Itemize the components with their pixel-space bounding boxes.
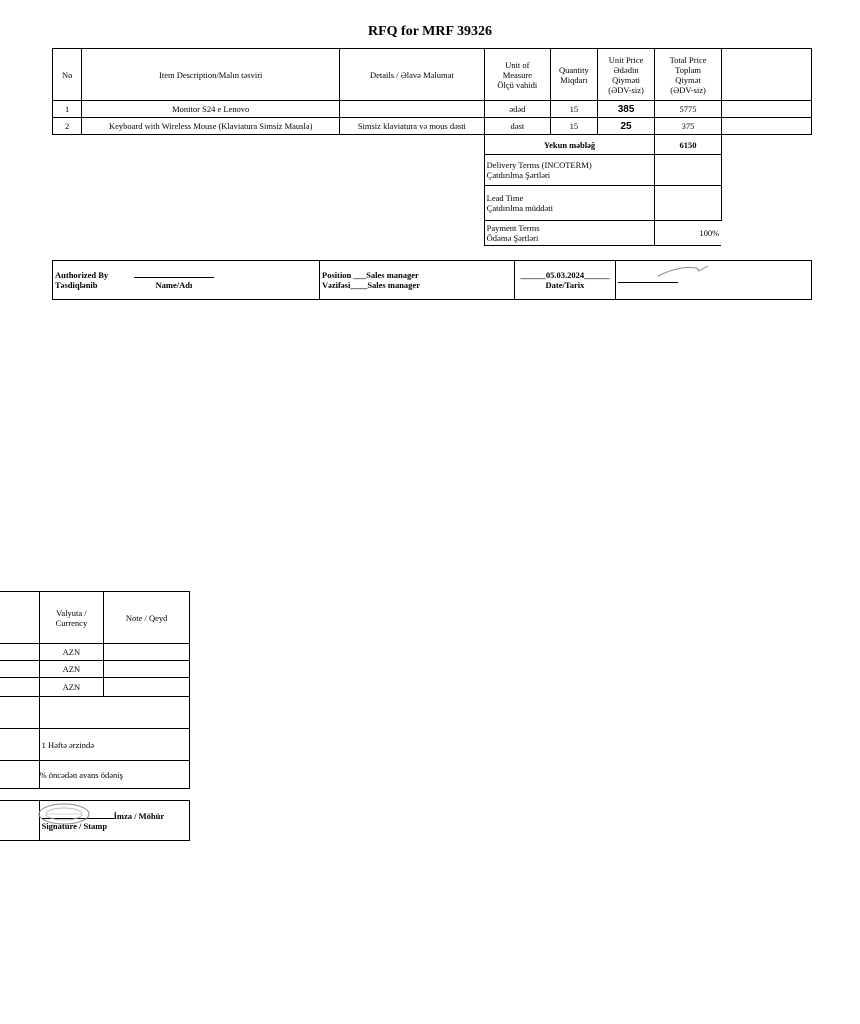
table-row: AZN bbox=[0, 661, 190, 678]
signature-cell bbox=[616, 261, 812, 300]
header-qty: Quantity Miqdarı bbox=[551, 49, 598, 101]
signature-row-wrapper bbox=[52, 260, 668, 304]
continuation-wrapper bbox=[39, 590, 190, 850]
delivery-terms-row bbox=[53, 155, 812, 186]
header-currency bbox=[721, 49, 811, 101]
position-cell: Position ___Sales manager Vəzifəsi____Sales manager bbox=[320, 261, 515, 300]
table-row: 1 Monitor S24 e Lenovo ədəd 15 385 5775 bbox=[53, 101, 812, 118]
table-header-row bbox=[53, 49, 812, 101]
table-row: AZN bbox=[0, 678, 190, 697]
delivery-terms-label: Delivery Terms (INCOTERM) Çatdırılma Şərtləri bbox=[484, 155, 655, 186]
header-item: Item Description/Malın təsviri bbox=[82, 49, 340, 101]
stamp-cell: İmza / Möhür Signature / Stamp bbox=[39, 801, 189, 841]
lead-time-value: 1 Həftə ərzində bbox=[39, 729, 189, 761]
payment-value-cont: % öncədən avans ödəniş bbox=[39, 761, 189, 789]
payment-terms-label: Payment Terms Ödəmə Şərtləri bbox=[484, 221, 655, 246]
header-uom: Unit of Measure Ölçü vahidi bbox=[484, 49, 550, 101]
payment-value: 100% bbox=[655, 221, 721, 246]
header-no: No bbox=[53, 49, 82, 101]
items-table bbox=[52, 48, 812, 246]
total-label: Yekun məbləğ bbox=[484, 135, 655, 155]
lead-time-label: Lead Time Çatdırılma müddəti bbox=[484, 186, 655, 221]
page-title: RFQ for MRF 39326 bbox=[367, 24, 493, 39]
table-row: 2 Keyboard with Wireless Mouse (Klaviatura Simsiz Mausla) Simsiz klaviatura və mous dəsti dəst 15 25 375 bbox=[53, 118, 812, 135]
header-total-price: Total Price Toplam Qiymət (ƏDV-siz) bbox=[655, 49, 721, 101]
payment-terms-row bbox=[53, 221, 812, 246]
continuation-table bbox=[0, 591, 190, 841]
total-value: 6150 bbox=[655, 135, 721, 155]
header-details: Details / Əlavə Məlumat bbox=[340, 49, 485, 101]
header-currency-cont: Valyuta / Currency bbox=[39, 592, 104, 644]
date-cell: ______05.03.2024______ Date/Tarix bbox=[515, 261, 616, 300]
total-row bbox=[53, 135, 812, 155]
signature-table bbox=[52, 260, 812, 300]
header-unit-price: Unit Price Ədədin Qiyməti (ƏDV-siz) bbox=[597, 49, 655, 101]
table-row: AZN bbox=[0, 644, 190, 661]
authorized-by-cell: Authorized By Təsdiqlənib Name/Adı bbox=[53, 261, 320, 300]
stamp-icon bbox=[38, 803, 94, 827]
lead-time-row bbox=[53, 186, 812, 221]
header-note: Note / Qeyd bbox=[104, 592, 190, 644]
signature-scribble-icon bbox=[656, 264, 716, 278]
